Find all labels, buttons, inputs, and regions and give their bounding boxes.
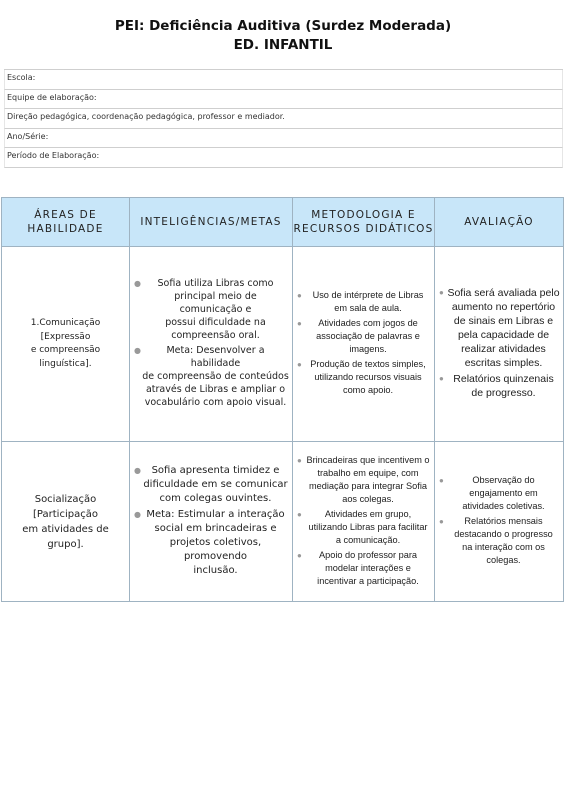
- bullet-icon: ●: [297, 550, 302, 560]
- field-ano-serie: Ano/Série:: [4, 129, 563, 149]
- list-item: ● Atividades com jogos de associação de palavras e imagens.: [297, 318, 420, 354]
- bullet-icon: ●: [134, 279, 141, 288]
- pei-table: [1, 197, 564, 602]
- header-inteligencias: INTELIGÊNCIAS/METAS: [130, 198, 293, 247]
- list-item: ● Meta: Estimular a interação social em brincadeiras e projetos coletivos, promovendo inclusão.: [134, 508, 285, 576]
- list-item: ● Atividades em grupo, utilizando Libras para facilitar a comunicação.: [297, 508, 428, 545]
- list-item: ● Uso de intérprete de Libras em sala de aula.: [297, 290, 424, 313]
- header-row: [2, 198, 564, 247]
- field-escola: Escola:: [4, 70, 563, 90]
- field-periodo: Período de Elaboração:: [4, 148, 563, 168]
- bullet-icon: ●: [297, 319, 302, 328]
- table-row: [2, 442, 564, 602]
- avaliacao-cell: [435, 442, 564, 602]
- list-item: ● Relatórios mensais destacando o progresso na interação com os colegas.: [439, 516, 553, 565]
- avaliacao-cell: [435, 247, 564, 442]
- header-metodologia: METODOLOGIA E RECURSOS DIDÁTICOS: [293, 198, 435, 247]
- bullet-icon: ●: [439, 374, 444, 383]
- info-fields: [4, 69, 563, 168]
- bullet-icon: ●: [439, 517, 444, 526]
- list-item: ● Meta: Desenvolver a habilidade de compreensão de conteúdos através de Libras e ampliar o vocabulário com apoio visual.: [134, 345, 289, 408]
- metodologia-cell: [293, 442, 435, 602]
- field-direcao: Direção pedagógica, coordenação pedagógica, professor e mediador.: [4, 109, 563, 129]
- table-row: [2, 247, 564, 442]
- list-item: ● Observação do engajamento em atividades coletivas.: [439, 475, 545, 511]
- area-cell: 1.Comunicação [Expressão e compreensão linguística].: [2, 247, 130, 442]
- list-item: ● Relatórios quinzenais de progresso.: [439, 373, 554, 399]
- metodologia-cell: [293, 247, 435, 442]
- area-cell: Socialização [Participação em atividades de grupo].: [2, 442, 130, 602]
- bullet-icon: ●: [439, 288, 444, 297]
- bullet-icon: ●: [297, 509, 302, 519]
- list-item: ● Produção de textos simples, utilizando recursos visuais como apoio.: [297, 359, 426, 395]
- header-avaliacao: AVALIAÇÃO: [435, 198, 564, 247]
- metas-cell: [130, 442, 293, 602]
- header-areas: ÁREAS DE HABILIDADE: [2, 198, 130, 247]
- bullet-icon: ●: [134, 465, 141, 475]
- bullet-icon: ●: [297, 291, 302, 300]
- list-item: ● Sofia apresenta timidez e dificuldade em se comunicar com colegas ouvintes.: [134, 464, 288, 504]
- document-title: PEI: Deficiência Auditiva (Surdez Moderada): [114, 18, 452, 34]
- document-subtitle: ED. INFANTIL: [233, 37, 333, 53]
- bullet-icon: ●: [297, 455, 302, 465]
- metas-cell: [130, 247, 293, 442]
- list-item: ● Apoio do professor para modelar interações e incentivar a participação.: [297, 549, 419, 586]
- bullet-icon: ●: [297, 360, 302, 369]
- bullet-icon: ●: [134, 509, 141, 519]
- bullet-icon: ●: [439, 476, 444, 485]
- field-equipe: Equipe de elaboração:: [4, 90, 563, 110]
- list-item: ● Sofia utiliza Libras como principal meio de comunicação e possui dificuldade na compreensão oral.: [134, 278, 274, 341]
- list-item: ● Brincadeiras que incentivem o trabalho em equipe, com mediação para integrar Sofia aos colegas.: [297, 454, 430, 504]
- bullet-icon: ●: [134, 346, 141, 355]
- list-item: ● Sofia será avaliada pelo aumento no repertório de sinais em Libras e pela capacidade de realizar atividades escritas simples.: [439, 287, 560, 369]
